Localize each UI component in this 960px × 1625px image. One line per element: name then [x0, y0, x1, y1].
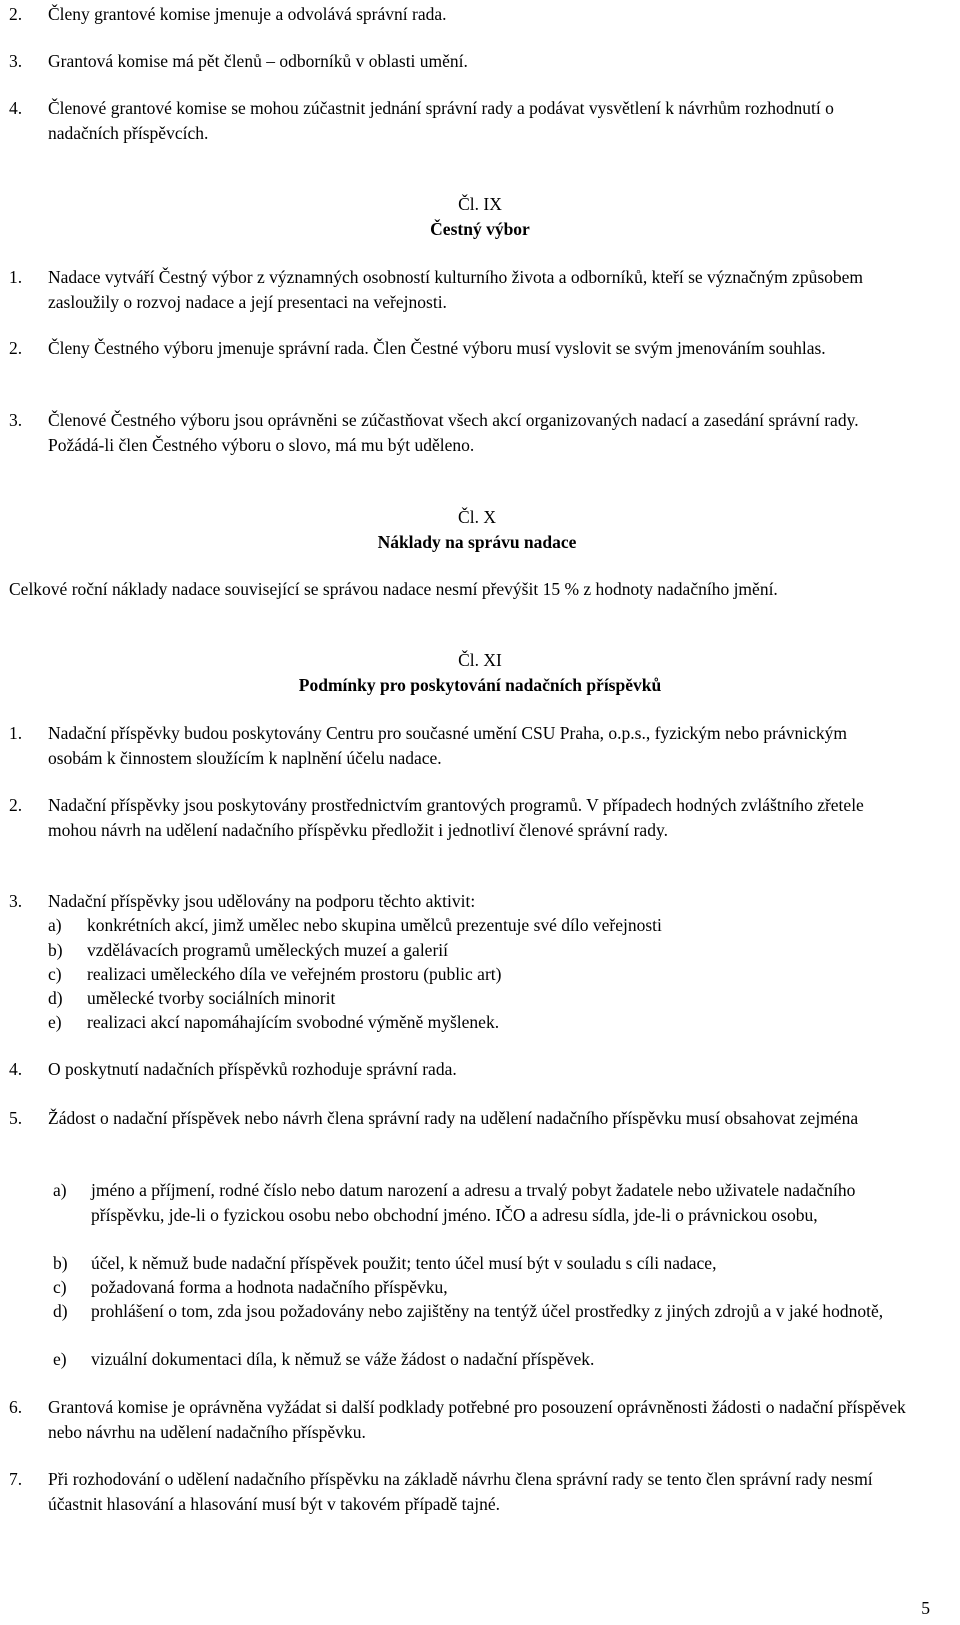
list-item: [9, 49, 929, 74]
page-number: 5: [921, 1598, 930, 1618]
sub-item-text: realizaci akcí napomáhajícím svobodné výměně myšlenek.: [87, 1012, 500, 1032]
item-number: 2.: [9, 795, 23, 815]
item-text: O poskytnutí nadačních příspěvků rozhoduje správní rada.: [48, 1059, 457, 1079]
list-item: [9, 793, 904, 842]
sub-item-letter: c): [53, 1277, 67, 1297]
item-text: Žádost o nadační příspěvek nebo návrh člena správní rady na udělení nadačního příspěvku musí obsahovat zejména: [48, 1108, 859, 1128]
list-item: [9, 1106, 869, 1131]
sub-item: [48, 986, 918, 1011]
list-item: [9, 1395, 929, 1444]
article-number: Čl. X: [458, 507, 496, 527]
sub-item-text: účel, k němuž bude nadační příspěvek použit; tento účel musí být v souladu s cíli nadace,: [91, 1253, 717, 1273]
item-text: Nadační příspěvky jsou udělovány na podporu těchto aktivit:: [48, 891, 476, 911]
article-heading: [0, 505, 957, 554]
sub-item: [48, 913, 918, 938]
sub-item: [48, 1010, 918, 1035]
item-number: 3.: [9, 891, 23, 911]
article-heading: [0, 192, 960, 241]
sub-item-text: konkrétních akcí, jimž umělec nebo skupina umělců prezentuje své dílo veřejnosti: [87, 915, 662, 935]
sub-item-text: vizuální dokumentaci díla, k němuž se váže žádost o nadační příspěvek.: [91, 1349, 595, 1369]
item-number: 5.: [9, 1108, 23, 1128]
sub-item-text: vzdělávacích programů uměleckých muzeí a galerií: [87, 940, 449, 960]
sub-item-text: realizaci uměleckého díla ve veřejném prostoru (public art): [87, 964, 502, 984]
item-text: Členové grantové komise se mohou zúčastnit jednání správní rady a podávat vysvětlení k návrhům rozhodnutí o nadačních příspěvcích.: [48, 98, 834, 143]
item-number: 2.: [9, 338, 23, 358]
sub-item-letter: c): [48, 964, 62, 984]
item-text: Při rozhodování o udělení nadačního příspěvku na základě návrhu člena správní rady se tento člen správní rady nesmí účastnit hlasování a hlasování musí být v takovém případě tajné.: [48, 1469, 873, 1514]
article-number: Čl. XI: [458, 650, 502, 670]
sub-item: [53, 1275, 923, 1300]
item-text: Nadační příspěvky jsou poskytovány prostřednictvím grantových programů. V případech hodných zvláštního zřetele mohou návrh na udělení nadačního příspěvku předložit i jednotliví členové správní rady.: [48, 795, 864, 840]
item-text: Členy Čestného výboru jmenuje správní rada. Člen Čestné výboru musí vyslovit se svým jmenováním souhlas.: [48, 338, 826, 358]
item-number: 2.: [9, 4, 23, 24]
sub-item-letter: a): [53, 1180, 67, 1200]
sub-item: [48, 938, 918, 963]
sub-item-text: umělecké tvorby sociálních minorit: [87, 988, 336, 1008]
sub-item: [53, 1178, 918, 1227]
sub-item-letter: b): [48, 940, 63, 960]
list-item: [9, 721, 899, 770]
sub-item-letter: a): [48, 915, 62, 935]
item-text: Grantová komise je oprávněna vyžádat si další podklady potřebné pro posouzení oprávněnosti žádosti o nadační příspěvek nebo návrhu na udělení nadačního příspěvku.: [48, 1397, 906, 1442]
article-title: Podmínky pro poskytování nadačních příspěvků: [298, 674, 662, 695]
list-item: [9, 1467, 904, 1516]
item-text: Nadační příspěvky budou poskytovány Centru pro současné umění CSU Praha, o.p.s., fyzickým nebo právnickým osobám k činnostem sloužícím k naplnění účelu nadace.: [48, 723, 848, 768]
item-number: 7.: [9, 1469, 23, 1489]
sub-item-letter: e): [48, 1012, 62, 1032]
list-item: [9, 265, 889, 314]
article-number: Čl. IX: [458, 194, 502, 214]
sub-item: [53, 1251, 923, 1276]
item-number: 6.: [9, 1397, 23, 1417]
item-text: Nadace vytváří Čestný výbor z významných osobností kulturního života a odborníků, kteří se význačným způsobem zasloužily o rozvoj nadace a její presentaci na veřejnosti.: [48, 267, 864, 312]
list-item: [9, 889, 929, 914]
list-item: [9, 2, 929, 27]
item-number: 1.: [9, 723, 23, 743]
sub-item-text: požadovaná forma a hodnota nadačního příspěvku,: [91, 1277, 448, 1297]
sub-item: [53, 1299, 913, 1324]
item-text: Členové Čestného výboru jsou oprávněni se zúčastňovat všech akcí organizovaných nadací a zasedání správní rady. Požádá-li člen Čestného výboru o slovo, má mu být uděleno.: [48, 410, 859, 455]
sub-item-text: prohlášení o tom, zda jsou požadovány nebo zajištěny na tentýž účel prostředky z jiných zdrojů a v jaké hodnotě,: [91, 1301, 884, 1321]
sub-item-letter: d): [48, 988, 63, 1008]
sub-item-text: jméno a příjmení, rodné číslo nebo datum narození a adresu a trvalý pobyt žadatele nebo uživatele nadačního příspěvku, jde-li o fyzickou osobu nebo obchodní jméno. IČO a adresu sídla, jde-li o právnickou osobu,: [91, 1180, 856, 1225]
sub-item-letter: e): [53, 1349, 67, 1369]
item-number: 4.: [9, 98, 23, 118]
paragraph: Celkové roční náklady nadace související se správou nadace nesmí převýšit 15 % z hodnoty nadačního jmění.: [9, 579, 778, 599]
sub-item-letter: b): [53, 1253, 68, 1273]
list-item: [9, 96, 899, 145]
sub-item-letter: d): [53, 1301, 68, 1321]
item-text: Členy grantové komise jmenuje a odvolává správní rada.: [48, 4, 447, 24]
list-item: [9, 336, 909, 361]
article-title: Náklady na správu nadace: [377, 531, 577, 552]
sub-item: [53, 1347, 923, 1372]
sub-item: [48, 962, 918, 987]
item-number: 3.: [9, 51, 23, 71]
article-title: Čestný výbor: [430, 218, 530, 239]
list-item: [9, 408, 914, 457]
article-heading: [0, 648, 960, 697]
item-number: 4.: [9, 1059, 23, 1079]
list-item: [9, 1057, 929, 1082]
item-number: 3.: [9, 410, 23, 430]
item-number: 1.: [9, 267, 23, 287]
item-text: Grantová komise má pět členů – odborníků v oblasti umění.: [48, 51, 468, 71]
